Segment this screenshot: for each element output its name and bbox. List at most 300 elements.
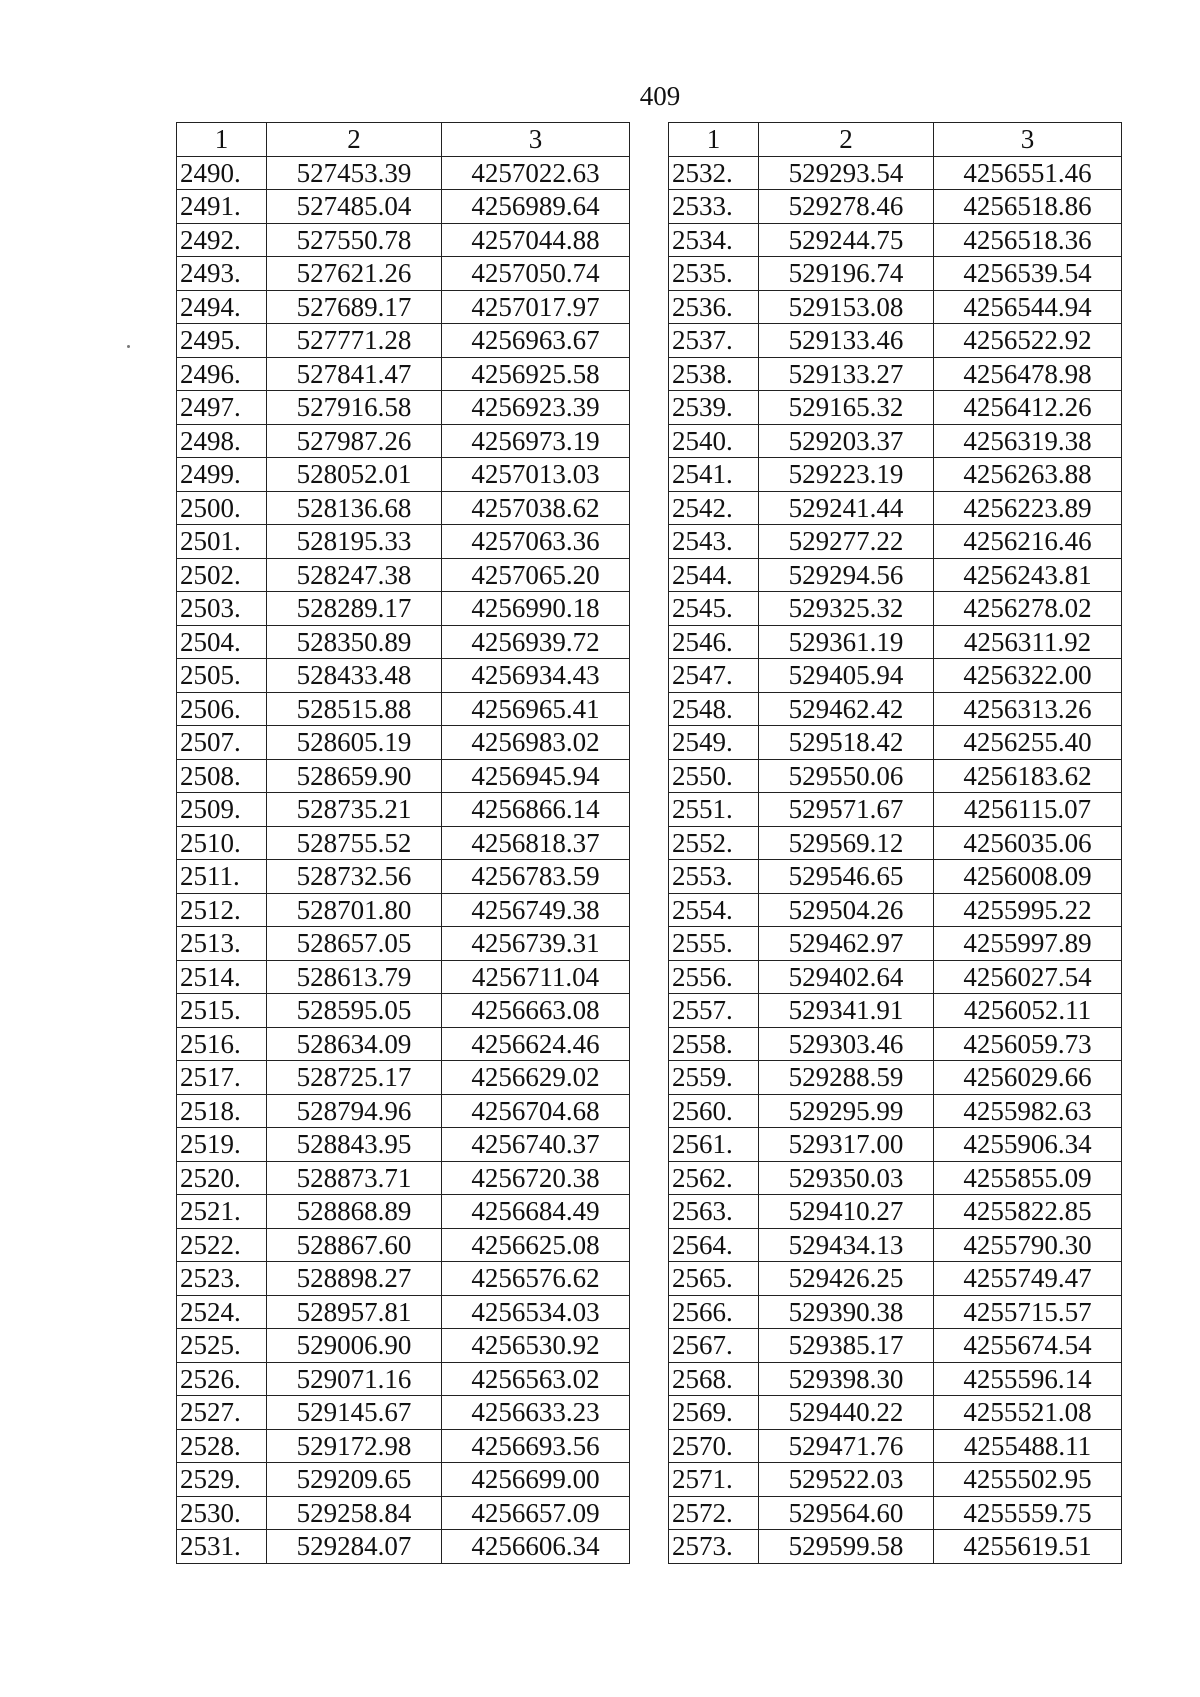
point-number-cell: 2573.: [669, 1530, 759, 1564]
x-coordinate-cell: 529599.58: [759, 1530, 934, 1564]
y-coordinate-cell: 4256739.31: [442, 927, 630, 961]
x-coordinate-cell: 529350.03: [759, 1161, 934, 1195]
x-coordinate-cell: 529522.03: [759, 1463, 934, 1497]
point-number-cell: 2537.: [669, 324, 759, 358]
column-header-number: 1: [177, 123, 267, 157]
x-coordinate-cell: 529293.54: [759, 156, 934, 190]
y-coordinate-cell: 4256278.02: [934, 592, 1122, 626]
table-row: [177, 893, 630, 927]
table-row: [669, 659, 1122, 693]
x-coordinate-cell: 528725.17: [267, 1061, 442, 1095]
scan-speck: [127, 345, 130, 348]
y-coordinate-cell: 4256983.02: [442, 726, 630, 760]
table-row: [669, 1195, 1122, 1229]
y-coordinate-cell: 4256311.92: [934, 625, 1122, 659]
x-coordinate-cell: 527689.17: [267, 290, 442, 324]
table-row: [669, 458, 1122, 492]
x-coordinate-cell: 529440.22: [759, 1396, 934, 1430]
y-coordinate-cell: 4256925.58: [442, 357, 630, 391]
point-number-cell: 2510.: [177, 826, 267, 860]
table-row: [669, 1128, 1122, 1162]
x-coordinate-cell: 527771.28: [267, 324, 442, 358]
x-coordinate-cell: 529145.67: [267, 1396, 442, 1430]
y-coordinate-cell: 4256633.23: [442, 1396, 630, 1430]
y-coordinate-cell: 4257044.88: [442, 223, 630, 257]
table-row: [177, 558, 630, 592]
page-number: 409: [639, 81, 681, 111]
table-row: [669, 290, 1122, 324]
table-row: [177, 1329, 630, 1363]
x-coordinate-cell: 528136.68: [267, 491, 442, 525]
table-row: [669, 525, 1122, 559]
point-number-cell: 2519.: [177, 1128, 267, 1162]
table-header-row: [669, 123, 1122, 157]
y-coordinate-cell: 4256412.26: [934, 391, 1122, 425]
table-row: [669, 1094, 1122, 1128]
y-coordinate-cell: 4256663.08: [442, 994, 630, 1028]
point-number-cell: 2520.: [177, 1161, 267, 1195]
point-number-cell: 2503.: [177, 592, 267, 626]
point-number-cell: 2565.: [669, 1262, 759, 1296]
table-row: [177, 424, 630, 458]
x-coordinate-cell: 529006.90: [267, 1329, 442, 1363]
y-coordinate-cell: 4256720.38: [442, 1161, 630, 1195]
y-coordinate-cell: 4256223.89: [934, 491, 1122, 525]
x-coordinate-cell: 528350.89: [267, 625, 442, 659]
table-row: [669, 156, 1122, 190]
x-coordinate-cell: 527987.26: [267, 424, 442, 458]
y-coordinate-cell: 4257017.97: [442, 290, 630, 324]
point-number-cell: 2518.: [177, 1094, 267, 1128]
y-coordinate-cell: 4256530.92: [442, 1329, 630, 1363]
x-coordinate-cell: 529325.32: [759, 592, 934, 626]
y-coordinate-cell: 4256059.73: [934, 1027, 1122, 1061]
table-row: [177, 1362, 630, 1396]
y-coordinate-cell: 4255559.75: [934, 1496, 1122, 1530]
point-number-cell: 2525.: [177, 1329, 267, 1363]
y-coordinate-cell: 4257063.36: [442, 525, 630, 559]
table-row: [669, 1161, 1122, 1195]
x-coordinate-cell: 529278.46: [759, 190, 934, 224]
y-coordinate-cell: 4256027.54: [934, 960, 1122, 994]
table-row: [669, 759, 1122, 793]
y-coordinate-cell: 4255619.51: [934, 1530, 1122, 1564]
y-coordinate-cell: 4256544.94: [934, 290, 1122, 324]
table-row: [669, 1496, 1122, 1530]
y-coordinate-cell: 4255997.89: [934, 927, 1122, 961]
x-coordinate-cell: 529209.65: [267, 1463, 442, 1497]
x-coordinate-cell: 529504.26: [759, 893, 934, 927]
x-coordinate-cell: 528732.56: [267, 860, 442, 894]
y-coordinate-cell: 4256990.18: [442, 592, 630, 626]
table-row: [669, 558, 1122, 592]
x-coordinate-cell: 529434.13: [759, 1228, 934, 1262]
point-number-cell: 2563.: [669, 1195, 759, 1229]
x-coordinate-cell: 529361.19: [759, 625, 934, 659]
x-coordinate-cell: 528868.89: [267, 1195, 442, 1229]
point-number-cell: 2506.: [177, 692, 267, 726]
point-number-cell: 2490.: [177, 156, 267, 190]
point-number-cell: 2512.: [177, 893, 267, 927]
table-row: [669, 1061, 1122, 1095]
y-coordinate-cell: 4256624.46: [442, 1027, 630, 1061]
y-coordinate-cell: 4255674.54: [934, 1329, 1122, 1363]
point-number-cell: 2531.: [177, 1530, 267, 1564]
point-number-cell: 2498.: [177, 424, 267, 458]
column-header-y: 3: [934, 123, 1122, 157]
table-row: [177, 1061, 630, 1095]
y-coordinate-cell: 4255906.34: [934, 1128, 1122, 1162]
table-row: [669, 625, 1122, 659]
table-row: [177, 960, 630, 994]
x-coordinate-cell: 529288.59: [759, 1061, 934, 1095]
point-number-cell: 2548.: [669, 692, 759, 726]
x-coordinate-cell: 529203.37: [759, 424, 934, 458]
table-row: [177, 625, 630, 659]
table-row: [669, 793, 1122, 827]
y-coordinate-cell: 4256606.34: [442, 1530, 630, 1564]
point-number-cell: 2561.: [669, 1128, 759, 1162]
point-number-cell: 2491.: [177, 190, 267, 224]
point-number-cell: 2553.: [669, 860, 759, 894]
table-row: [177, 391, 630, 425]
table-row: [669, 1262, 1122, 1296]
point-number-cell: 2539.: [669, 391, 759, 425]
point-number-cell: 2567.: [669, 1329, 759, 1363]
y-coordinate-cell: 4256478.98: [934, 357, 1122, 391]
table-row: [177, 793, 630, 827]
x-coordinate-cell: 527621.26: [267, 257, 442, 291]
y-coordinate-cell: 4256035.06: [934, 826, 1122, 860]
table-row: [177, 994, 630, 1028]
point-number-cell: 2522.: [177, 1228, 267, 1262]
x-coordinate-cell: 527485.04: [267, 190, 442, 224]
column-header-number: 1: [669, 123, 759, 157]
y-coordinate-cell: 4256939.72: [442, 625, 630, 659]
y-coordinate-cell: 4256684.49: [442, 1195, 630, 1229]
table-row: [177, 357, 630, 391]
y-coordinate-cell: 4256704.68: [442, 1094, 630, 1128]
y-coordinate-cell: 4256711.04: [442, 960, 630, 994]
point-number-cell: 2538.: [669, 357, 759, 391]
y-coordinate-cell: 4256322.00: [934, 659, 1122, 693]
table-row: [669, 357, 1122, 391]
table-row: [669, 994, 1122, 1028]
table-row: [177, 491, 630, 525]
x-coordinate-cell: 529402.64: [759, 960, 934, 994]
x-coordinate-cell: 528289.17: [267, 592, 442, 626]
table-row: [669, 491, 1122, 525]
y-coordinate-cell: 4256029.66: [934, 1061, 1122, 1095]
table-row: [177, 826, 630, 860]
x-coordinate-cell: 529410.27: [759, 1195, 934, 1229]
point-number-cell: 2558.: [669, 1027, 759, 1061]
x-coordinate-cell: 529405.94: [759, 659, 934, 693]
y-coordinate-cell: 4255521.08: [934, 1396, 1122, 1430]
y-coordinate-cell: 4256263.88: [934, 458, 1122, 492]
table-row: [177, 592, 630, 626]
point-number-cell: 2526.: [177, 1362, 267, 1396]
point-number-cell: 2568.: [669, 1362, 759, 1396]
table-row: [669, 1329, 1122, 1363]
point-number-cell: 2493.: [177, 257, 267, 291]
x-coordinate-cell: 528433.48: [267, 659, 442, 693]
x-coordinate-cell: 527550.78: [267, 223, 442, 257]
x-coordinate-cell: 529385.17: [759, 1329, 934, 1363]
point-number-cell: 2532.: [669, 156, 759, 190]
point-number-cell: 2560.: [669, 1094, 759, 1128]
y-coordinate-cell: 4256551.46: [934, 156, 1122, 190]
table-row: [669, 826, 1122, 860]
point-number-cell: 2508.: [177, 759, 267, 793]
point-number-cell: 2535.: [669, 257, 759, 291]
x-coordinate-cell: 527841.47: [267, 357, 442, 391]
y-coordinate-cell: 4256934.43: [442, 659, 630, 693]
x-coordinate-cell: 528898.27: [267, 1262, 442, 1296]
y-coordinate-cell: 4256243.81: [934, 558, 1122, 592]
point-number-cell: 2542.: [669, 491, 759, 525]
coordinates-table-left: [176, 122, 630, 1564]
y-coordinate-cell: 4256534.03: [442, 1295, 630, 1329]
point-number-cell: 2551.: [669, 793, 759, 827]
point-number-cell: 2569.: [669, 1396, 759, 1430]
x-coordinate-cell: 529244.75: [759, 223, 934, 257]
y-coordinate-cell: 4256818.37: [442, 826, 630, 860]
table-row: [669, 1463, 1122, 1497]
y-coordinate-cell: 4255488.11: [934, 1429, 1122, 1463]
table-row: [177, 290, 630, 324]
x-coordinate-cell: 529196.74: [759, 257, 934, 291]
table-row: [177, 1027, 630, 1061]
x-coordinate-cell: 529518.42: [759, 726, 934, 760]
x-coordinate-cell: 529398.30: [759, 1362, 934, 1396]
point-number-cell: 2564.: [669, 1228, 759, 1262]
table-row: [669, 424, 1122, 458]
x-coordinate-cell: 529341.91: [759, 994, 934, 1028]
y-coordinate-cell: 4255822.85: [934, 1195, 1122, 1229]
point-number-cell: 2528.: [177, 1429, 267, 1463]
x-coordinate-cell: 529546.65: [759, 860, 934, 894]
y-coordinate-cell: 4256965.41: [442, 692, 630, 726]
point-number-cell: 2497.: [177, 391, 267, 425]
x-coordinate-cell: 528755.52: [267, 826, 442, 860]
y-coordinate-cell: 4256963.67: [442, 324, 630, 358]
point-number-cell: 2527.: [177, 1396, 267, 1430]
y-coordinate-cell: 4256740.37: [442, 1128, 630, 1162]
point-number-cell: 2501.: [177, 525, 267, 559]
y-coordinate-cell: 4256115.07: [934, 793, 1122, 827]
table-row: [177, 1262, 630, 1296]
x-coordinate-cell: 529133.27: [759, 357, 934, 391]
x-coordinate-cell: 529284.07: [267, 1530, 442, 1564]
point-number-cell: 2521.: [177, 1195, 267, 1229]
point-number-cell: 2529.: [177, 1463, 267, 1497]
point-number-cell: 2572.: [669, 1496, 759, 1530]
point-number-cell: 2516.: [177, 1027, 267, 1061]
point-number-cell: 2556.: [669, 960, 759, 994]
table-header-row: [177, 123, 630, 157]
table-row: [177, 1195, 630, 1229]
table-row: [669, 960, 1122, 994]
x-coordinate-cell: 529153.08: [759, 290, 934, 324]
x-coordinate-cell: 528843.95: [267, 1128, 442, 1162]
point-number-cell: 2552.: [669, 826, 759, 860]
y-coordinate-cell: 4256313.26: [934, 692, 1122, 726]
x-coordinate-cell: 529303.46: [759, 1027, 934, 1061]
x-coordinate-cell: 529258.84: [267, 1496, 442, 1530]
table-row: [669, 1027, 1122, 1061]
point-number-cell: 2541.: [669, 458, 759, 492]
point-number-cell: 2505.: [177, 659, 267, 693]
table-row: [669, 223, 1122, 257]
table-row: [669, 257, 1122, 291]
x-coordinate-cell: 528595.05: [267, 994, 442, 1028]
y-coordinate-cell: 4257022.63: [442, 156, 630, 190]
y-coordinate-cell: 4257050.74: [442, 257, 630, 291]
table-row: [177, 1496, 630, 1530]
table-row: [669, 1228, 1122, 1262]
y-coordinate-cell: 4255855.09: [934, 1161, 1122, 1195]
y-coordinate-cell: 4256629.02: [442, 1061, 630, 1095]
x-coordinate-cell: 529471.76: [759, 1429, 934, 1463]
point-number-cell: 2496.: [177, 357, 267, 391]
table-row: [669, 1396, 1122, 1430]
table-row: [177, 223, 630, 257]
x-coordinate-cell: 528657.05: [267, 927, 442, 961]
x-coordinate-cell: 528515.88: [267, 692, 442, 726]
point-number-cell: 2571.: [669, 1463, 759, 1497]
y-coordinate-cell: 4256866.14: [442, 793, 630, 827]
y-coordinate-cell: 4255715.57: [934, 1295, 1122, 1329]
point-number-cell: 2500.: [177, 491, 267, 525]
y-coordinate-cell: 4255790.30: [934, 1228, 1122, 1262]
table-row: [669, 1429, 1122, 1463]
point-number-cell: 2555.: [669, 927, 759, 961]
x-coordinate-cell: 528957.81: [267, 1295, 442, 1329]
table-row: [177, 726, 630, 760]
table-row: [177, 1128, 630, 1162]
table-row: [177, 257, 630, 291]
point-number-cell: 2566.: [669, 1295, 759, 1329]
point-number-cell: 2494.: [177, 290, 267, 324]
y-coordinate-cell: 4256989.64: [442, 190, 630, 224]
x-coordinate-cell: 529550.06: [759, 759, 934, 793]
x-coordinate-cell: 528634.09: [267, 1027, 442, 1061]
x-coordinate-cell: 529133.46: [759, 324, 934, 358]
table-row: [177, 1228, 630, 1262]
table-row: [669, 592, 1122, 626]
y-coordinate-cell: 4256052.11: [934, 994, 1122, 1028]
table-row: [177, 1295, 630, 1329]
table-row: [669, 391, 1122, 425]
point-number-cell: 2570.: [669, 1429, 759, 1463]
x-coordinate-cell: 528873.71: [267, 1161, 442, 1195]
table-row: [669, 1530, 1122, 1564]
table-row: [177, 692, 630, 726]
point-number-cell: 2517.: [177, 1061, 267, 1095]
point-number-cell: 2547.: [669, 659, 759, 693]
y-coordinate-cell: 4256783.59: [442, 860, 630, 894]
point-number-cell: 2499.: [177, 458, 267, 492]
y-coordinate-cell: 4257065.20: [442, 558, 630, 592]
x-coordinate-cell: 527916.58: [267, 391, 442, 425]
point-number-cell: 2559.: [669, 1061, 759, 1095]
point-number-cell: 2514.: [177, 960, 267, 994]
table-row: [177, 759, 630, 793]
y-coordinate-cell: 4255749.47: [934, 1262, 1122, 1296]
coordinates-table-right: [668, 122, 1122, 1564]
y-coordinate-cell: 4255982.63: [934, 1094, 1122, 1128]
y-coordinate-cell: 4256539.54: [934, 257, 1122, 291]
point-number-cell: 2504.: [177, 625, 267, 659]
x-coordinate-cell: 529564.60: [759, 1496, 934, 1530]
x-coordinate-cell: 529223.19: [759, 458, 934, 492]
table-row: [177, 190, 630, 224]
table-row: [669, 726, 1122, 760]
point-number-cell: 2513.: [177, 927, 267, 961]
x-coordinate-cell: 528247.38: [267, 558, 442, 592]
table-row: [669, 324, 1122, 358]
point-number-cell: 2495.: [177, 324, 267, 358]
y-coordinate-cell: 4256749.38: [442, 893, 630, 927]
x-coordinate-cell: 529277.22: [759, 525, 934, 559]
x-coordinate-cell: 529294.56: [759, 558, 934, 592]
table-row: [669, 1362, 1122, 1396]
x-coordinate-cell: 529571.67: [759, 793, 934, 827]
y-coordinate-cell: 4256518.36: [934, 223, 1122, 257]
y-coordinate-cell: 4256008.09: [934, 860, 1122, 894]
y-coordinate-cell: 4256255.40: [934, 726, 1122, 760]
x-coordinate-cell: 529172.98: [267, 1429, 442, 1463]
table-row: [669, 927, 1122, 961]
x-coordinate-cell: 528794.96: [267, 1094, 442, 1128]
x-coordinate-cell: 529569.12: [759, 826, 934, 860]
x-coordinate-cell: 529165.32: [759, 391, 934, 425]
point-number-cell: 2546.: [669, 625, 759, 659]
y-coordinate-cell: 4256319.38: [934, 424, 1122, 458]
table-row: [177, 927, 630, 961]
y-coordinate-cell: 4256183.62: [934, 759, 1122, 793]
point-number-cell: 2554.: [669, 893, 759, 927]
table-row: [177, 458, 630, 492]
x-coordinate-cell: 528613.79: [267, 960, 442, 994]
x-coordinate-cell: 529071.16: [267, 1362, 442, 1396]
x-coordinate-cell: 528735.21: [267, 793, 442, 827]
table-row: [669, 190, 1122, 224]
point-number-cell: 2515.: [177, 994, 267, 1028]
point-number-cell: 2562.: [669, 1161, 759, 1195]
point-number-cell: 2492.: [177, 223, 267, 257]
table-row: [177, 525, 630, 559]
table-row: [177, 324, 630, 358]
y-coordinate-cell: 4256657.09: [442, 1496, 630, 1530]
x-coordinate-cell: 529462.42: [759, 692, 934, 726]
y-coordinate-cell: 4255596.14: [934, 1362, 1122, 1396]
table-row: [177, 1429, 630, 1463]
point-number-cell: 2544.: [669, 558, 759, 592]
point-number-cell: 2511.: [177, 860, 267, 894]
table-row: [669, 860, 1122, 894]
y-coordinate-cell: 4257038.62: [442, 491, 630, 525]
y-coordinate-cell: 4255502.95: [934, 1463, 1122, 1497]
table-row: [177, 1161, 630, 1195]
point-number-cell: 2502.: [177, 558, 267, 592]
x-coordinate-cell: 528867.60: [267, 1228, 442, 1262]
point-number-cell: 2549.: [669, 726, 759, 760]
point-number-cell: 2523.: [177, 1262, 267, 1296]
x-coordinate-cell: 529295.99: [759, 1094, 934, 1128]
y-coordinate-cell: 4256625.08: [442, 1228, 630, 1262]
